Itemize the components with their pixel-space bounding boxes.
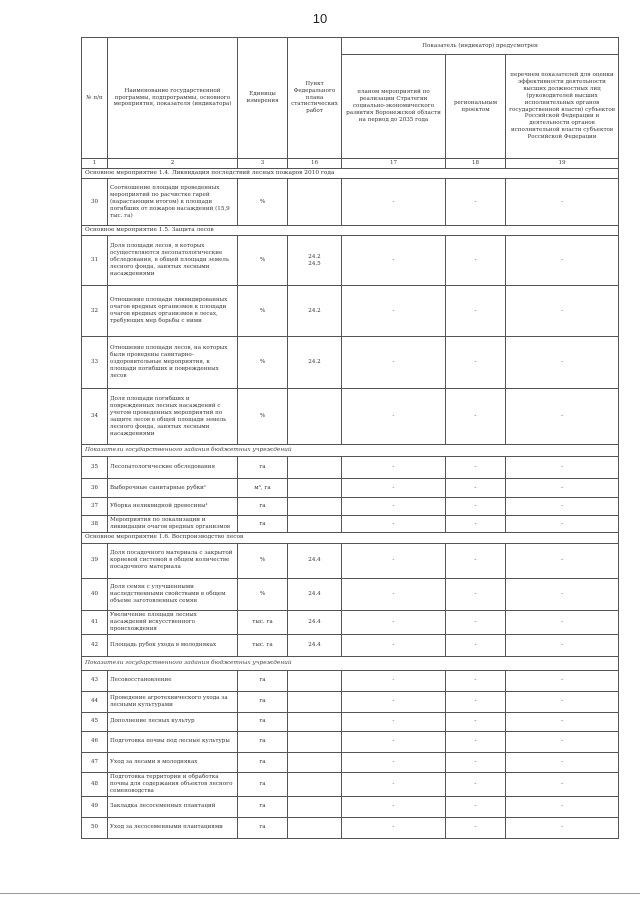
row-number: 37 <box>82 498 108 516</box>
row-number: 31 <box>82 236 108 286</box>
evaluation-cell: - <box>506 516 619 533</box>
table-row <box>82 731 619 752</box>
indicator-name: Доля площади лесов, в которых осуществляются лесопатологические обследования, в общей площади земель лесного фонда, занятых лесными насаждениями <box>108 236 238 286</box>
unit-cell: % <box>238 543 288 578</box>
unit-cell: тыс. га <box>238 634 288 656</box>
strategy-cell: - <box>342 516 446 533</box>
page-bottom-rule <box>0 893 640 894</box>
indicators-table <box>81 37 619 839</box>
table-row <box>82 772 619 796</box>
strategy-cell: - <box>342 337 446 389</box>
regional-cell: - <box>446 179 506 226</box>
strategy-cell: - <box>342 498 446 516</box>
row-number: 45 <box>82 712 108 731</box>
regional-cell: - <box>446 457 506 479</box>
row-number: 34 <box>82 389 108 445</box>
regional-cell: - <box>446 479 506 498</box>
header-group: Показатель (индикатор) предусмотрен <box>342 38 619 55</box>
strategy-cell: - <box>342 752 446 772</box>
strategy-cell: - <box>342 543 446 578</box>
regional-cell: - <box>446 236 506 286</box>
indicator-name: Дополнение лесных культур <box>108 712 238 731</box>
evaluation-cell: - <box>506 817 619 838</box>
row-number: 39 <box>82 543 108 578</box>
evaluation-cell: - <box>506 543 619 578</box>
indicator-name: Подготовка территории и обработка почвы для содержания объектов лесного семеноводства <box>108 772 238 796</box>
unit-cell: га <box>238 817 288 838</box>
header-plan-point: Пункт Федерального плана статистических работ <box>288 38 342 159</box>
plan-point-cell <box>288 772 342 796</box>
indicator-name: Лесопатологические обследования <box>108 457 238 479</box>
section-subtitle: Показатели государственного задания бюджетных учреждений <box>82 656 619 670</box>
evaluation-cell: - <box>506 610 619 634</box>
row-number: 30 <box>82 179 108 226</box>
strategy-cell: - <box>342 286 446 337</box>
indicator-name: Уборка неликвидной древесины¹ <box>108 498 238 516</box>
row-number: 38 <box>82 516 108 533</box>
section-title: Основное мероприятие 1.5. Защита лесов <box>82 226 619 236</box>
table-row <box>82 610 619 634</box>
strategy-cell: - <box>342 670 446 691</box>
strategy-cell: - <box>342 634 446 656</box>
regional-cell: - <box>446 752 506 772</box>
index-cell: 2 <box>108 159 238 169</box>
row-number: 36 <box>82 479 108 498</box>
unit-cell: м³, га <box>238 479 288 498</box>
indicator-name: Соотношение площади проведенных мероприятий по расчистке гарей (нарастающим итогом) к площади погибших от пожаров насаждений (15,9 тыс. га) <box>108 179 238 226</box>
evaluation-cell: - <box>506 752 619 772</box>
table-row <box>82 337 619 389</box>
plan-point-cell: 24.4 <box>288 634 342 656</box>
unit-cell: га <box>238 712 288 731</box>
header-unit: Единицы измерения <box>238 38 288 159</box>
plan-point-cell: 24.2 <box>288 337 342 389</box>
table-row <box>82 712 619 731</box>
header-regional: региональным проектом <box>446 55 506 159</box>
strategy-cell: - <box>342 691 446 712</box>
row-number: 44 <box>82 691 108 712</box>
regional-cell: - <box>446 516 506 533</box>
indicator-name: Отношение площади лесов, на которых были проведены санитарно-оздоровительные мероприятия, к площади погибших и поврежденных лесов <box>108 337 238 389</box>
evaluation-cell: - <box>506 389 619 445</box>
plan-point-cell <box>288 796 342 817</box>
row-number: 42 <box>82 634 108 656</box>
evaluation-cell: - <box>506 479 619 498</box>
regional-cell: - <box>446 731 506 752</box>
indicator-name: Мероприятия по локализации и ликвидации очагов вредных организмов <box>108 516 238 533</box>
regional-cell: - <box>446 634 506 656</box>
header-strategy: планом мероприятий по реализации Стратегии социально-экономического развития Воронежской области на период до 2035 года <box>342 55 446 159</box>
row-number: 46 <box>82 731 108 752</box>
plan-point-cell <box>288 752 342 772</box>
row-number: 49 <box>82 796 108 817</box>
evaluation-cell: - <box>506 457 619 479</box>
index-cell: 18 <box>446 159 506 169</box>
table-row <box>82 796 619 817</box>
row-number: 35 <box>82 457 108 479</box>
unit-cell: % <box>238 337 288 389</box>
strategy-cell: - <box>342 610 446 634</box>
strategy-cell: - <box>342 712 446 731</box>
evaluation-cell: - <box>506 578 619 610</box>
plan-point-cell: 24.4 <box>288 543 342 578</box>
regional-cell: - <box>446 389 506 445</box>
header-name: Наименование государственной программы, подпрограммы, основного мероприятия, показателя (индикатора) <box>108 38 238 159</box>
row-number: 41 <box>82 610 108 634</box>
table-row <box>82 817 619 838</box>
evaluation-cell: - <box>506 691 619 712</box>
regional-cell: - <box>446 772 506 796</box>
index-cell: 19 <box>506 159 619 169</box>
indicator-name: Доля посадочного материала с закрытой корневой системой в общем количестве посадочного материала <box>108 543 238 578</box>
unit-cell: га <box>238 731 288 752</box>
strategy-cell: - <box>342 731 446 752</box>
evaluation-cell: - <box>506 731 619 752</box>
unit-cell: га <box>238 691 288 712</box>
table-row <box>82 286 619 337</box>
row-number: 50 <box>82 817 108 838</box>
section-row <box>82 656 619 670</box>
strategy-cell: - <box>342 772 446 796</box>
row-number: 47 <box>82 752 108 772</box>
indicator-name: Уход за лесосеменными плантациями <box>108 817 238 838</box>
header-index-row <box>82 159 619 169</box>
plan-point-cell: 24.4 <box>288 610 342 634</box>
indicator-name: Доля семян с улучшенными наследственными свойствами в общем объеме заготовленных семян <box>108 578 238 610</box>
section-row <box>82 445 619 457</box>
table-row <box>82 543 619 578</box>
row-number: 33 <box>82 337 108 389</box>
strategy-cell: - <box>342 389 446 445</box>
unit-cell: га <box>238 516 288 533</box>
plan-point-cell <box>288 498 342 516</box>
unit-cell: тыс. га <box>238 610 288 634</box>
regional-cell: - <box>446 543 506 578</box>
unit-cell: % <box>238 286 288 337</box>
section-row <box>82 226 619 236</box>
unit-cell: % <box>238 578 288 610</box>
strategy-cell: - <box>342 817 446 838</box>
strategy-cell: - <box>342 479 446 498</box>
table-row <box>82 179 619 226</box>
section-subtitle: Показатели государственного задания бюджетных учреждений <box>82 445 619 457</box>
regional-cell: - <box>446 796 506 817</box>
indicator-name: Лесовосстановление <box>108 670 238 691</box>
indicator-name: Уход за лесами в молодняках <box>108 752 238 772</box>
section-title: Основное мероприятие 1.6. Воспроизводство лесов <box>82 533 619 543</box>
plan-point-cell: 24.2 24.5 <box>288 236 342 286</box>
header-row-top <box>82 38 619 55</box>
unit-cell: га <box>238 772 288 796</box>
regional-cell: - <box>446 337 506 389</box>
plan-point-cell <box>288 670 342 691</box>
strategy-cell: - <box>342 236 446 286</box>
plan-point-cell <box>288 479 342 498</box>
regional-cell: - <box>446 691 506 712</box>
evaluation-cell: - <box>506 772 619 796</box>
plan-point-cell <box>288 817 342 838</box>
table-row <box>82 670 619 691</box>
table-row <box>82 578 619 610</box>
plan-point-cell <box>288 457 342 479</box>
evaluation-cell: - <box>506 337 619 389</box>
indicator-name: Закладка лесосеменных плантаций <box>108 796 238 817</box>
unit-cell: га <box>238 498 288 516</box>
unit-cell: га <box>238 752 288 772</box>
table-row <box>82 479 619 498</box>
plan-point-cell <box>288 731 342 752</box>
header-evaluation: перечнем показателей для оценки эффективности деятельности высших должностных лиц (руководителей высших исполнительных органов государственной власти) субъектов Российской Федерации и деятельности органов исполнительной власти субъектов Российской Федерации <box>506 55 619 159</box>
plan-point-cell <box>288 691 342 712</box>
row-number: 48 <box>82 772 108 796</box>
indicator-name: Увеличение площади лесных насаждений искусственного происхождения <box>108 610 238 634</box>
regional-cell: - <box>446 670 506 691</box>
indicator-name: Подготовка почвы под лесные культуры <box>108 731 238 752</box>
plan-point-cell <box>288 516 342 533</box>
evaluation-cell: - <box>506 796 619 817</box>
plan-point-cell <box>288 712 342 731</box>
indicator-name: Выборочные санитарные рубки¹ <box>108 479 238 498</box>
unit-cell: га <box>238 796 288 817</box>
evaluation-cell: - <box>506 634 619 656</box>
index-cell: 1 <box>82 159 108 169</box>
table-row <box>82 634 619 656</box>
table-row <box>82 236 619 286</box>
table-row <box>82 389 619 445</box>
table-row <box>82 498 619 516</box>
regional-cell: - <box>446 286 506 337</box>
regional-cell: - <box>446 578 506 610</box>
unit-cell: га <box>238 670 288 691</box>
index-cell: 17 <box>342 159 446 169</box>
row-number: 40 <box>82 578 108 610</box>
regional-cell: - <box>446 817 506 838</box>
plan-point-cell: 24.2 <box>288 286 342 337</box>
strategy-cell: - <box>342 796 446 817</box>
table-row <box>82 691 619 712</box>
section-title: Основное мероприятие 1.4. Ликвидация последствий лесных пожаров 2010 года <box>82 168 619 178</box>
table-row <box>82 516 619 533</box>
header-num: № п/п <box>82 38 108 159</box>
unit-cell: га <box>238 457 288 479</box>
plan-point-cell <box>288 389 342 445</box>
indicator-name: Отношение площади ликвидированных очагов вредных организмов к площади очагов вредных организмов в лесах, требующих мер борьбы с ними <box>108 286 238 337</box>
regional-cell: - <box>446 498 506 516</box>
evaluation-cell: - <box>506 236 619 286</box>
regional-cell: - <box>446 712 506 731</box>
index-cell: 16 <box>288 159 342 169</box>
evaluation-cell: - <box>506 498 619 516</box>
strategy-cell: - <box>342 179 446 226</box>
row-number: 43 <box>82 670 108 691</box>
evaluation-cell: - <box>506 712 619 731</box>
evaluation-cell: - <box>506 670 619 691</box>
indicator-name: Доля площади погибших и поврежденных лесных насаждений с учетом проведенных мероприятий по защите лесов в общей площади земель лесного фонда, занятых лесными насаждениями <box>108 389 238 445</box>
indicator-name: Площадь рубок ухода в молодняках <box>108 634 238 656</box>
unit-cell: % <box>238 389 288 445</box>
section-row <box>82 533 619 543</box>
page-number: 10 <box>312 11 328 26</box>
section-row <box>82 168 619 178</box>
plan-point-cell: 24.4 <box>288 578 342 610</box>
unit-cell: % <box>238 179 288 226</box>
strategy-cell: - <box>342 457 446 479</box>
table-row <box>82 457 619 479</box>
regional-cell: - <box>446 610 506 634</box>
row-number: 32 <box>82 286 108 337</box>
indicator-name: Проведение агротехнического ухода за лесными культурами <box>108 691 238 712</box>
table-row <box>82 752 619 772</box>
evaluation-cell: - <box>506 179 619 226</box>
strategy-cell: - <box>342 578 446 610</box>
evaluation-cell: - <box>506 286 619 337</box>
plan-point-cell <box>288 179 342 226</box>
unit-cell: % <box>238 236 288 286</box>
index-cell: 3 <box>238 159 288 169</box>
